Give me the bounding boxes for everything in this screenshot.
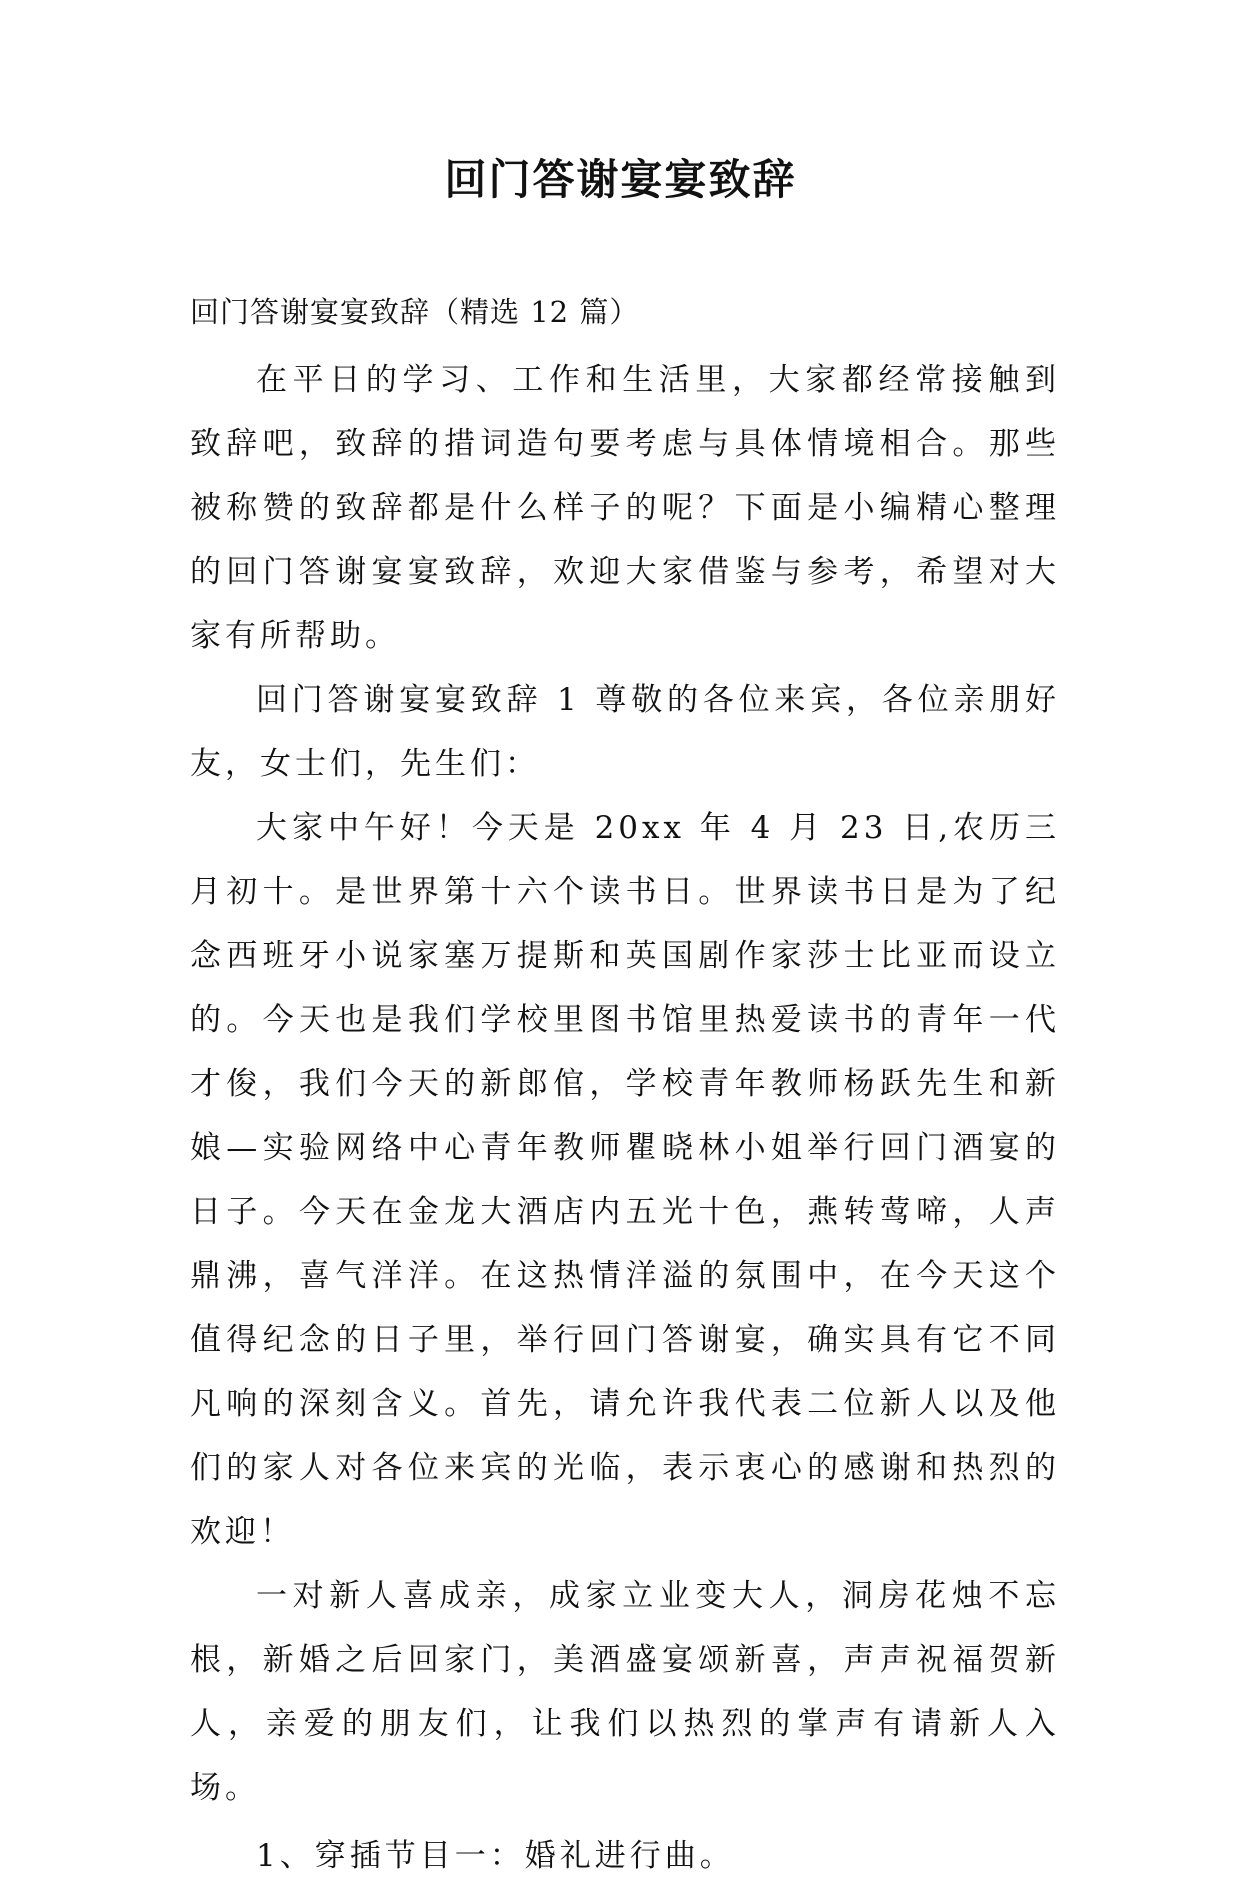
document-title: 回门答谢宴宴致辞 — [444, 155, 797, 204]
paragraph-speech-1-body: 大家中午好！今天是 20xx 年 4 月 23 日,农历三月初十。是世界第十六个读书日。世界读书日是为了纪念西班牙小说家塞万提斯和英国剧作家莎士比亚而设立的。今天也是我们学校里图书馆里热爱读书的青年一代才俊，我们今天的新郎倌，学校青年教师杨跃先生和新娘—实验网络中心青年教师瞿晓林小姐举行回门酒宴的日子。今天在金龙大酒店内五光十色，燕转莺啼，人声鼎沸，喜气洋洋。在这热情洋溢的氛围中，在今天这个值得纪念的日子里，举行回门答谢宴，确实具有它不同凡响的深刻含义。首先，请允许我代表二位新人以及他们的家人对各位来宾的光临，表示衷心的感谢和热烈的欢迎！ — [190, 810, 1060, 1550]
paragraph-intro: 在平日的学习、工作和生活里，大家都经常接触到致辞吧，致辞的措词造句要考虑与具体情境相合。那些被称赞的致辞都是什么样子的呢？下面是小编精心整理的回门答谢宴宴致辞，欢迎大家借鉴与参考，希望对大家有所帮助。 — [190, 362, 1060, 654]
program-item-1: 1、穿插节目一：婚礼进行曲。 — [256, 1838, 735, 1874]
document-body — [190, 348, 1060, 1888]
paragraph-speech-1-invitation: 一对新人喜成亲，成家立业变大人，洞房花烛不忘根，新婚之后回家门，美酒盛宴颂新喜，声声祝福贺新人，亲爱的朋友们，让我们以热烈的掌声有请新人入场。 — [190, 1578, 1060, 1806]
document-subtitle: 回门答谢宴宴致辞（精选 12 篇） — [190, 295, 640, 329]
paragraph-speech-1-opening: 回门答谢宴宴致辞 1 尊敬的各位来宾，各位亲朋好友，女士们，先生们： — [190, 682, 1060, 782]
